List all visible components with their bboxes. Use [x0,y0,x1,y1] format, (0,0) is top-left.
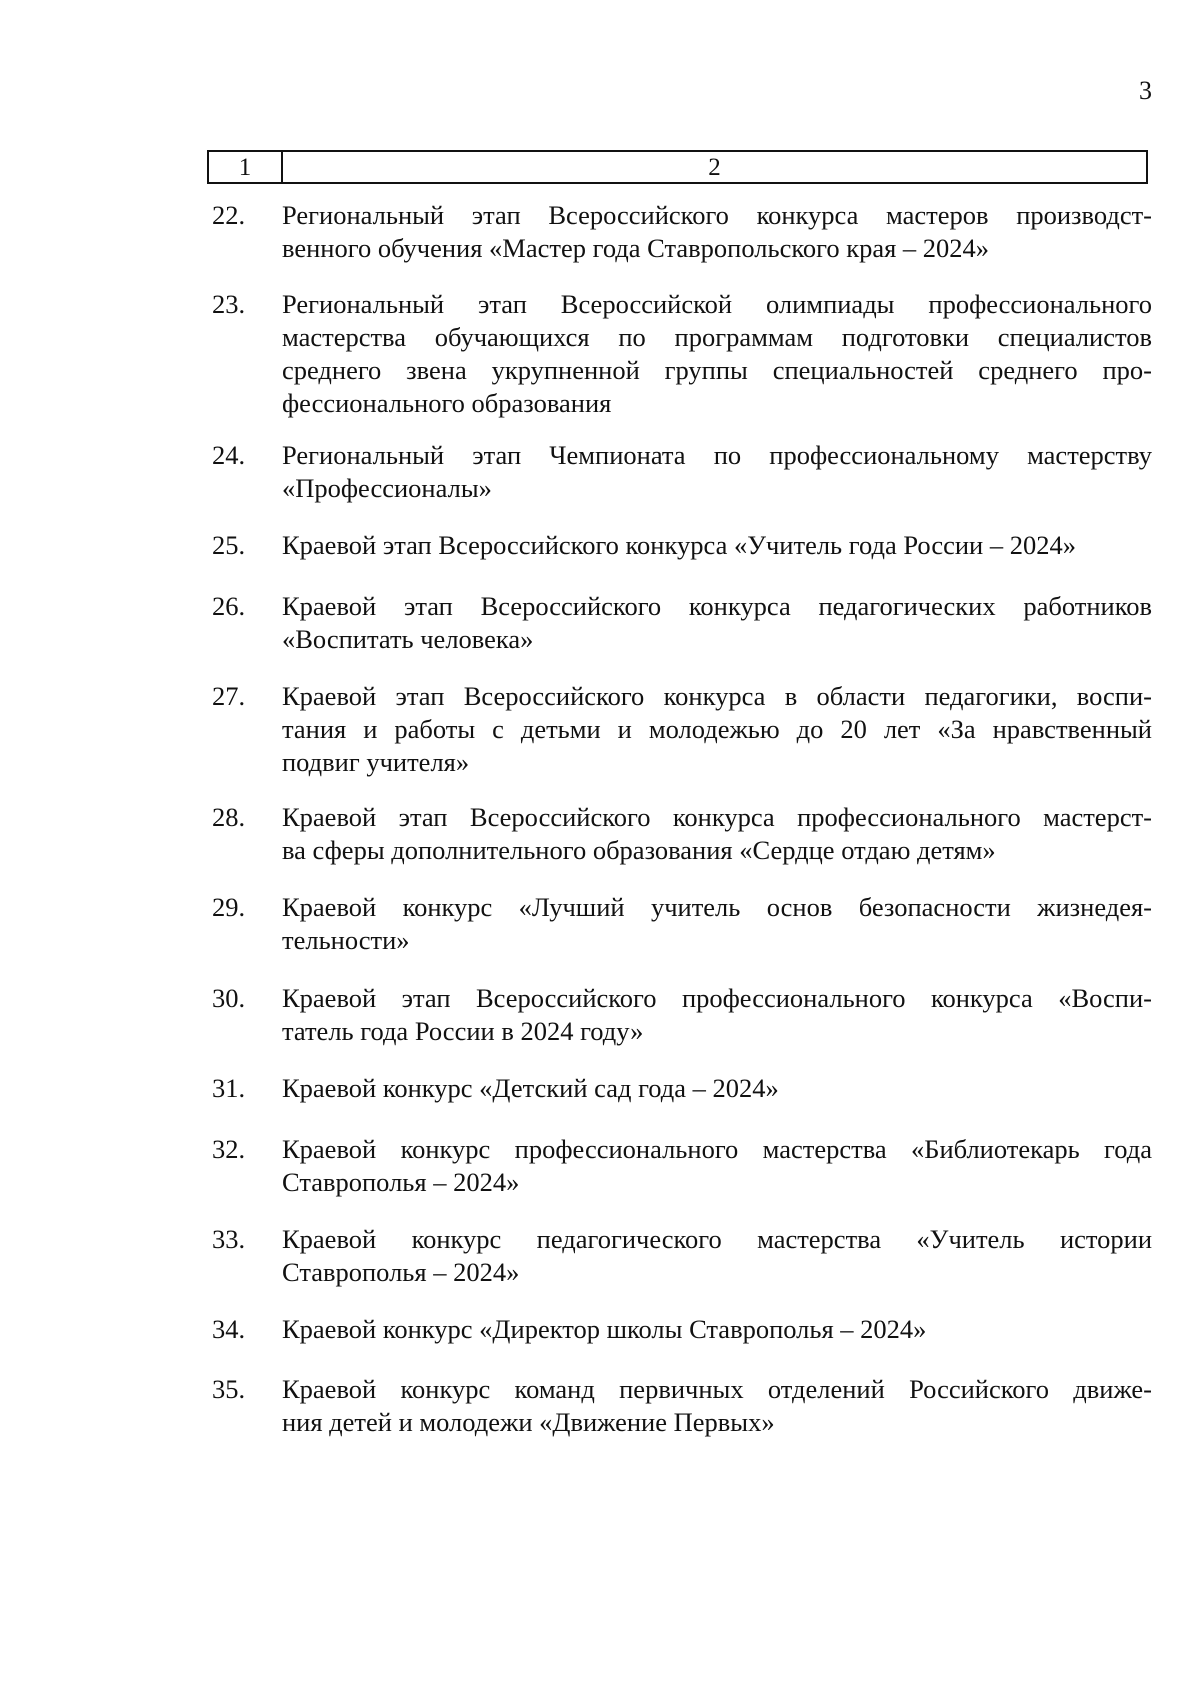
list-item-text [282,891,1152,957]
list-item-text [282,1223,1152,1289]
list-item [212,801,1152,867]
list-item-number: 25. [212,530,246,560]
table-header-col-2: 2 [708,153,721,181]
list-item-line: Краевой конкурс педагогического мастерства «Учитель истории [282,1224,1152,1254]
list-item-number: 34. [212,1314,246,1344]
list-item [212,288,1152,420]
list-item-line: Краевой конкурс «Директор школы Ставрополья – 2024» [282,1314,927,1344]
list-item [212,1133,1152,1199]
list-item-text [282,199,1152,265]
list-item-text [282,288,1152,420]
list-item-line: тельности» [282,925,410,955]
list-item-number: 33. [212,1224,246,1254]
list-item-text [282,529,1152,562]
list-item-number: 26. [212,591,246,621]
list-item-line: фессионального образования [282,388,612,418]
list-item-line: Ставрополья – 2024» [282,1257,520,1287]
list-item-text [282,801,1152,867]
list-item-line: Региональный этап Чемпионата по профессиональному мастерству [282,440,1152,470]
list-item-line: Краевой конкурс профессионального мастерства «Библиотекарь года [282,1134,1152,1164]
list-item-line: Краевой конкурс «Детский сад года – 2024» [282,1073,779,1103]
list-item-text [282,1133,1152,1199]
list-item-line: Краевой этап Всероссийского конкурса «Учитель года России – 2024» [282,530,1076,560]
list-item-number: 35. [212,1374,246,1404]
list-item [212,199,1152,265]
list-item [212,1072,1152,1105]
page-number: 3 [1139,76,1152,105]
list-item-line: Краевой этап Всероссийского профессионального конкурса «Воспи- [282,983,1152,1013]
list-item-line: Краевой этап Всероссийского конкурса педагогических работников [282,591,1152,621]
list-item-number: 28. [212,802,246,832]
list-item [212,1223,1152,1289]
list-item-line: венного обучения «Мастер года Ставропольского края – 2024» [282,233,990,263]
list-item-number: 31. [212,1073,246,1103]
list-item-number: 23. [212,289,246,319]
list-item-line: Краевой этап Всероссийского конкурса в области педагогики, воспи- [282,681,1152,711]
table-header-col-1: 1 [209,152,283,182]
table-header [207,150,1148,184]
list-item-number: 29. [212,892,246,922]
list-item-number: 30. [212,983,246,1013]
list-item-text [282,590,1152,656]
list-item-line: тания и работы с детьми и молодежью до 20 лет «За нравственный [282,714,1152,744]
list-item-line: ва сферы дополнительного образования «Сердце отдаю детям» [282,835,996,865]
list-item-line: «Профессионалы» [282,473,492,503]
list-item-line: Краевой конкурс «Лучший учитель основ безопасности жизнедея- [282,892,1152,922]
list-item-line: мастерства обучающихся по программам подготовки специалистов [282,322,1152,352]
list-item [212,439,1152,505]
list-item-text [282,680,1152,779]
list-item-text [282,1072,1152,1105]
list-item-number: 24. [212,440,246,470]
list-item-line: Краевой конкурс команд первичных отделений Российского движе- [282,1374,1152,1404]
list-item-number: 27. [212,681,246,711]
list-item [212,529,1152,562]
list-item [212,891,1152,957]
list-item-line: среднего звена укрупненной группы специальностей среднего про- [282,355,1152,385]
list-item-line: ния детей и молодежи «Движение Первых» [282,1407,775,1437]
list-item [212,1313,1152,1346]
list-item-number: 22. [212,200,246,230]
list-item [212,680,1152,779]
list-item-line: подвиг учителя» [282,747,470,777]
list-item-text [282,439,1152,505]
list-item-number: 32. [212,1134,246,1164]
list-item-line: Региональный этап Всероссийской олимпиады профессионального [282,289,1152,319]
list-item-text [282,1313,1152,1346]
list-item-line: Региональный этап Всероссийского конкурса мастеров производст- [282,200,1152,230]
list-item [212,1373,1152,1439]
list-item-line: татель года России в 2024 году» [282,1016,644,1046]
list-item-text [282,982,1152,1048]
list-item [212,590,1152,656]
list-item-line: Краевой этап Всероссийского конкурса профессионального мастерст- [282,802,1152,832]
list-item-line: «Воспитать человека» [282,624,534,654]
list-item [212,982,1152,1048]
list-item-line: Ставрополья – 2024» [282,1167,520,1197]
list-item-text [282,1373,1152,1439]
